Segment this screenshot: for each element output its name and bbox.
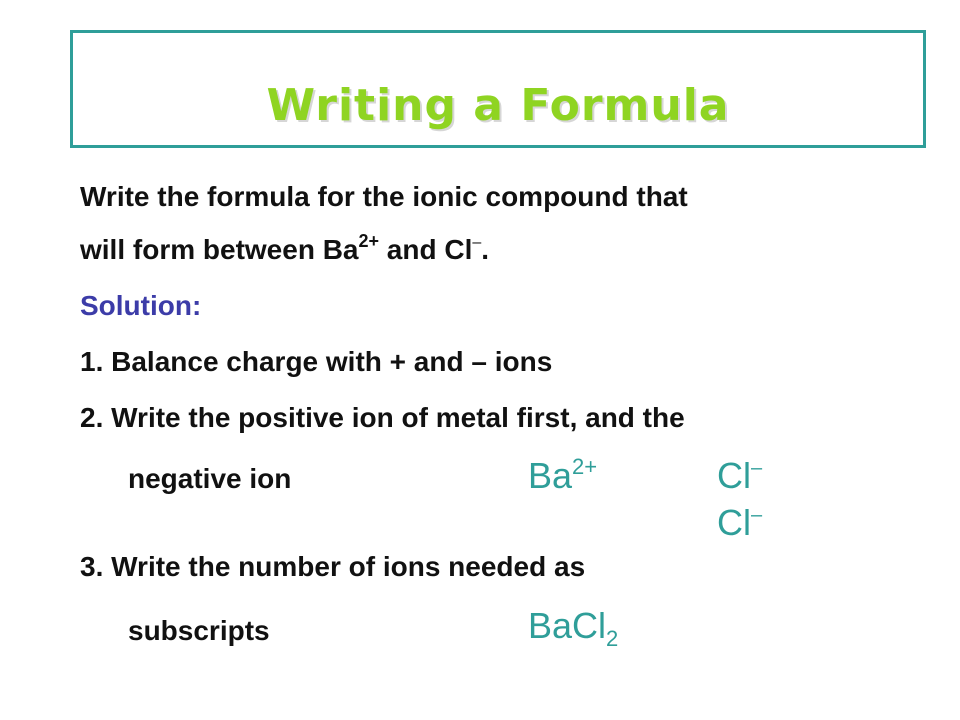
formula-base: BaCl bbox=[528, 605, 607, 646]
step-2-line-2: negative ion bbox=[128, 463, 292, 494]
ion-cl-2-charge: – bbox=[751, 504, 763, 526]
solution-label: Solution: bbox=[80, 290, 202, 321]
title-box bbox=[70, 30, 926, 148]
cl-charge: – bbox=[472, 234, 482, 251]
ion-ba bbox=[528, 455, 597, 497]
intro-line-2-start: will form between Ba bbox=[80, 234, 359, 265]
step-2-line-1: 2. Write the positive ion of metal first, and the bbox=[80, 402, 685, 433]
intro-line-2-mid: and Cl bbox=[379, 234, 473, 265]
formula-subscript: 2 bbox=[606, 626, 619, 651]
page-title: Writing a Formula bbox=[266, 80, 730, 131]
intro-line-2-end: . bbox=[481, 234, 490, 265]
ion-cl-1-charge: – bbox=[751, 457, 763, 479]
ion-cl-2-symbol: Cl bbox=[717, 502, 751, 543]
intro-line-2 bbox=[80, 233, 489, 272]
intro-line-1: Write the formula for the ionic compound that bbox=[80, 181, 688, 212]
formula-bacl2 bbox=[528, 605, 619, 651]
step-3-line-1: 3. Write the number of ions needed as bbox=[80, 551, 586, 582]
ba-charge: 2+ bbox=[358, 231, 380, 251]
ion-ba-charge: 2+ bbox=[572, 454, 598, 479]
ion-ba-symbol: Ba bbox=[528, 455, 573, 496]
step-3-line-2: subscripts bbox=[128, 615, 270, 646]
step-1: 1. Balance charge with + and – ions bbox=[80, 346, 553, 377]
ion-cl-1-symbol: Cl bbox=[717, 455, 751, 496]
ion-cl-2 bbox=[717, 502, 762, 544]
ion-cl-1 bbox=[717, 455, 762, 497]
